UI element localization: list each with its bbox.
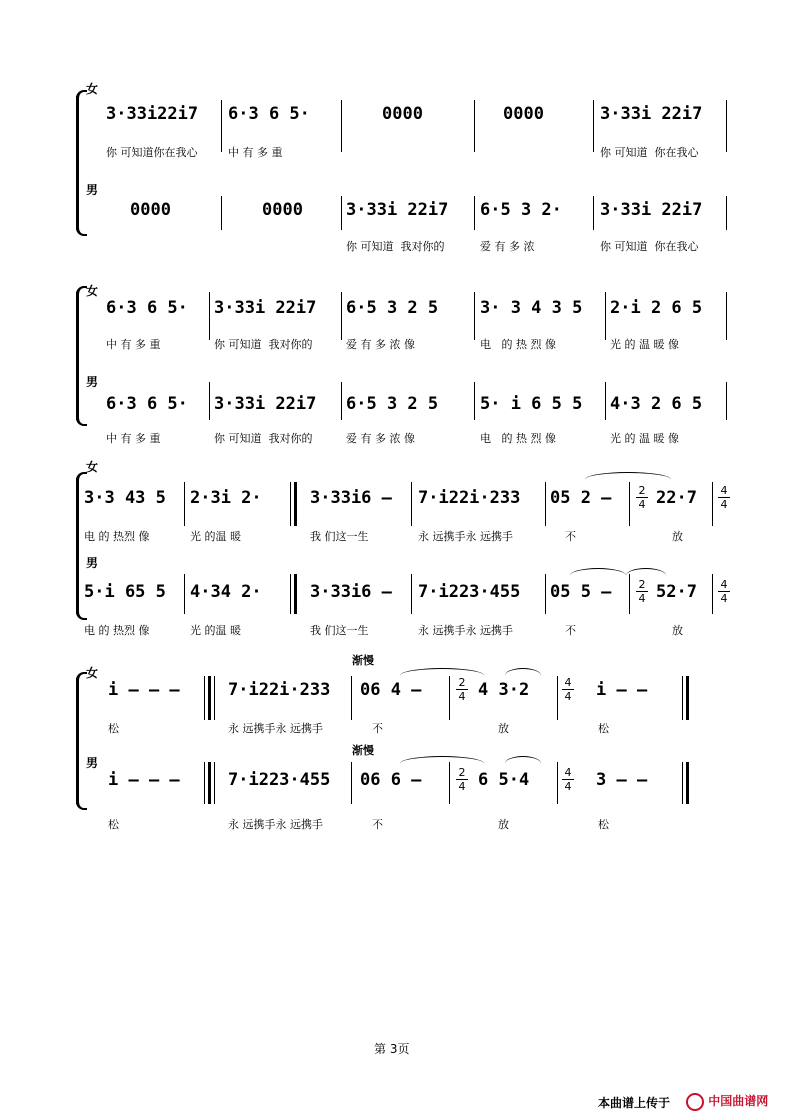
notes-female: 6·3 6 5· <box>106 298 188 318</box>
notes-female: 2·3i 2· <box>190 488 262 508</box>
notes-male: 5·i 65 5 <box>84 582 166 602</box>
lyrics-female: 电 的 热烈 像 <box>84 530 150 543</box>
lyrics-female: 光 的 温 暖 像 <box>610 338 679 351</box>
notes-male: 5· i 6 5 5 <box>480 394 583 414</box>
barline <box>712 482 713 526</box>
notes-female: 0000 <box>503 104 544 124</box>
notes-female: 6·5 3 2 5 <box>346 298 439 318</box>
lyrics-male: 中 有 多 重 <box>106 432 161 445</box>
lyrics-male: 你 可知道 我对你的 <box>214 432 313 445</box>
lyrics-female: 中 有 多 重 <box>106 338 161 351</box>
barline <box>290 574 291 614</box>
barline <box>545 574 546 614</box>
final-barline <box>686 762 689 804</box>
notes-female: 05 2 – <box>550 488 612 508</box>
lyrics-male: 松 <box>108 818 119 831</box>
notes-male: 0000 <box>130 200 171 220</box>
barline <box>593 100 594 152</box>
notes-male: 0000 <box>262 200 303 220</box>
barline <box>474 196 475 230</box>
notes-male: 7·i223·455 <box>418 582 521 602</box>
barline <box>726 292 727 340</box>
barline <box>605 382 606 420</box>
notes-male: 52·7 <box>656 582 697 602</box>
barline <box>545 482 546 526</box>
notes-female: 4 3·2 <box>478 680 530 700</box>
notes-male: 4·34 2· <box>190 582 262 602</box>
barline <box>341 292 342 340</box>
barline <box>605 292 606 340</box>
barline <box>184 482 185 526</box>
final-barline <box>686 676 689 720</box>
barline <box>341 382 342 420</box>
system-bracket <box>76 678 79 804</box>
notes-female: i – – – <box>108 680 180 700</box>
notes-male: i – – – <box>108 770 180 790</box>
lyrics-female: 光 的温 暖 <box>190 530 241 543</box>
barline <box>712 574 713 614</box>
lyrics-male: 爱 有 多 浓 <box>480 240 535 253</box>
lyrics-male: 放 <box>672 624 683 637</box>
notes-male: 6 5·4 <box>478 770 530 790</box>
male-label: 男 <box>86 375 99 389</box>
lyrics-female: 永 远携手永 远携手 <box>418 530 513 543</box>
notes-female: 22·7 <box>656 488 697 508</box>
lyrics-male: 电 的 热 烈 像 <box>480 432 556 445</box>
notes-female: 7·i22i·233 <box>228 680 331 700</box>
lyrics-male: 光 的 温 暖 像 <box>610 432 679 445</box>
barline <box>341 196 342 230</box>
repeat-end <box>208 762 211 804</box>
slur <box>400 756 484 771</box>
upload-note: 本曲谱上传于 <box>598 1096 671 1110</box>
tempo-mark: 渐慢 <box>352 744 374 757</box>
notes-male: 06 6 – <box>360 770 422 790</box>
lyrics-male: 不 <box>372 818 383 831</box>
time-signature: $\frac{4}{4}$ <box>562 766 574 793</box>
barline <box>474 382 475 420</box>
lyrics-male: 电 的 热烈 像 <box>84 624 150 637</box>
lyrics-female: 放 <box>672 530 683 543</box>
lyrics-female: 松 <box>108 722 119 735</box>
notes-male: 3·33i6 – <box>310 582 392 602</box>
lyrics-male: 放 <box>498 818 509 831</box>
repeat-end <box>208 676 211 720</box>
time-signature: $\frac{2}{4}$ <box>636 484 648 511</box>
lyrics-female: 电 的 热 烈 像 <box>480 338 556 351</box>
lyrics-male: 你 可知道 你在我心 <box>600 240 699 253</box>
repeat-end <box>204 676 205 720</box>
tempo-mark: 渐慢 <box>352 654 374 667</box>
male-label: 男 <box>86 556 99 570</box>
notes-male: 6·5 3 2 5 <box>346 394 439 414</box>
notes-male: 6·3 6 5· <box>106 394 188 414</box>
repeat-end <box>204 762 205 804</box>
system-bracket <box>76 478 79 614</box>
barline <box>593 196 594 230</box>
notes-male: 3 – – <box>596 770 648 790</box>
barline <box>629 482 630 526</box>
barline <box>351 762 352 804</box>
notes-male: 6·5 3 2· <box>480 200 562 220</box>
barline <box>411 482 412 526</box>
repeat-start <box>294 482 297 526</box>
barline <box>209 292 210 340</box>
notes-male: 7·i223·455 <box>228 770 331 790</box>
lyrics-male: 我 们这一生 <box>310 624 369 637</box>
final-barline <box>682 762 683 804</box>
lyrics-female: 爱 有 多 浓 像 <box>346 338 415 351</box>
barline <box>290 482 291 526</box>
notes-female: 06 4 – <box>360 680 422 700</box>
barline <box>351 676 352 720</box>
notes-female: 6·3 6 5· <box>228 104 310 124</box>
site-logo <box>686 1092 768 1111</box>
lyrics-female: 你 可知道 你在我心 <box>600 146 699 159</box>
barline <box>726 196 727 230</box>
notes-male: 4·3 2 6 5 <box>610 394 703 414</box>
lyrics-female: 我 们这一生 <box>310 530 369 543</box>
barline <box>341 100 342 152</box>
slur <box>505 756 541 771</box>
barline <box>474 292 475 340</box>
notes-female: 3·33i6 – <box>310 488 392 508</box>
time-signature: $\frac{2}{4}$ <box>456 676 468 703</box>
lyrics-female: 你 可知道 我对你的 <box>214 338 313 351</box>
female-label: 女 <box>86 460 99 474</box>
lyrics-male: 你 可知道 我对你的 <box>346 240 445 253</box>
barline <box>221 196 222 230</box>
logo-icon <box>686 1093 704 1111</box>
barline <box>726 382 727 420</box>
notes-male: 05 5 – <box>550 582 612 602</box>
barline <box>221 100 222 152</box>
female-label: 女 <box>86 666 99 680</box>
notes-female: i – – <box>596 680 648 700</box>
male-label: 男 <box>86 183 99 197</box>
lyrics-female: 不 <box>565 530 576 543</box>
barline <box>184 574 185 614</box>
lyrics-male: 不 <box>565 624 576 637</box>
site-name: 中国曲谱网 <box>708 1094 769 1108</box>
time-signature: $\frac{4}{4}$ <box>718 484 730 511</box>
notes-male: 3·33i 22i7 <box>214 394 317 414</box>
lyrics-male: 光 的温 暖 <box>190 624 241 637</box>
barline <box>209 382 210 420</box>
notes-female: 3·3 43 5 <box>84 488 166 508</box>
notes-female: 7·i22i·233 <box>418 488 521 508</box>
final-barline <box>682 676 683 720</box>
barline <box>726 100 727 152</box>
lyrics-female: 中 有 多 重 <box>228 146 283 159</box>
female-label: 女 <box>86 284 99 298</box>
notes-female: 3·33i22i7 <box>106 104 199 124</box>
system-2 <box>0 282 790 452</box>
female-label: 女 <box>86 82 99 96</box>
notes-male: 3·33i 22i7 <box>600 200 703 220</box>
time-signature: $\frac{2}{4}$ <box>636 578 648 605</box>
lyrics-female: 松 <box>598 722 609 735</box>
notes-male: 3·33i 22i7 <box>346 200 449 220</box>
male-label: 男 <box>86 756 99 770</box>
lyrics-female: 放 <box>498 722 509 735</box>
time-signature: $\frac{4}{4}$ <box>718 578 730 605</box>
time-signature: $\frac{4}{4}$ <box>562 676 574 703</box>
notes-female: 3·33i 22i7 <box>600 104 703 124</box>
lyrics-female: 你 可知道你在我心 <box>106 146 198 159</box>
barline <box>474 100 475 152</box>
system-4 <box>0 650 790 840</box>
repeat-start <box>294 574 297 614</box>
system-bracket <box>76 96 79 230</box>
barline <box>214 762 215 804</box>
lyrics-male: 永 远携手永 远携手 <box>418 624 513 637</box>
notes-female: 3·33i 22i7 <box>214 298 317 318</box>
slur <box>570 568 626 583</box>
lyrics-male: 爱 有 多 浓 像 <box>346 432 415 445</box>
notes-female: 2·i 2 6 5 <box>610 298 703 318</box>
page-number: 第 3页 <box>374 1042 410 1056</box>
lyrics-female: 永 远携手永 远携手 <box>228 722 323 735</box>
slur <box>585 472 671 487</box>
barline <box>557 762 558 804</box>
system-bracket <box>76 292 79 420</box>
lyrics-male: 永 远携手永 远携手 <box>228 818 323 831</box>
barline <box>411 574 412 614</box>
time-signature: $\frac{2}{4}$ <box>456 766 468 793</box>
notes-female: 0000 <box>382 104 423 124</box>
system-1 <box>0 80 790 253</box>
barline <box>214 676 215 720</box>
lyrics-male: 松 <box>598 818 609 831</box>
lyrics-female: 不 <box>372 722 383 735</box>
system-3 <box>0 458 790 638</box>
notes-female: 3· 3 4 3 5 <box>480 298 583 318</box>
barline <box>557 676 558 720</box>
